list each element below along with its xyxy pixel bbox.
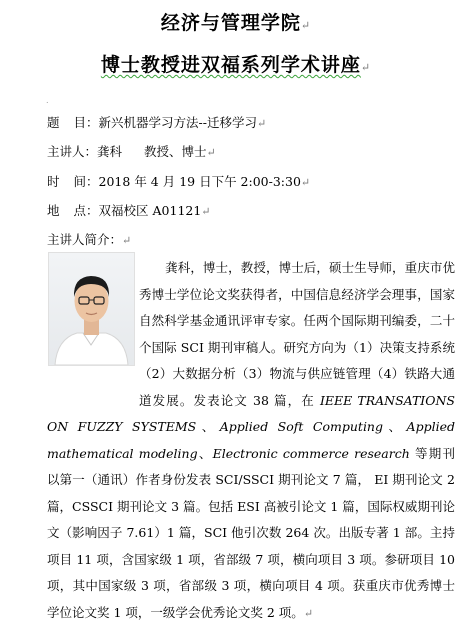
paragraph-mark-icon: ↵ (206, 146, 216, 159)
topic-value: 新兴机器学习方法--迁移学习 (98, 115, 257, 130)
empty-paragraph-marker: . (46, 96, 49, 105)
journal-ieee: IEEE TRANSATIONS ON FUZZY SYSTEMS (47, 392, 455, 434)
page-title: 经济与管理学院↵ (160, 12, 312, 34)
paragraph-mark-icon: ↵ (360, 61, 372, 74)
journal-asc: Applied Soft Computing (219, 419, 383, 434)
paragraph-mark-icon: ↵ (201, 205, 211, 218)
speaker-title: 教授、博士 (144, 144, 207, 159)
speaker-bio: 龚科，博士，教授，博士后，硕士生导师，重庆市优秀博士学位论文奖获得者，中国信息经济学会理事，国家自然科学基金通讯评审专家。任两个国际期刊编委，二十个国际 SCI 期刊审稿人。研究方向为（1）决策支持系统（2）大数据分析（3）物流与供应链管理（4）铁路大通道发展。发表论文 38 篇，在 IEEE TRANSATIONS ON FUZZY SYSTEMS、Applied Soft Computing、Applied mathematical modeling、Electronic commerce research 等期刊以第一（通讯）作者身份发表 SCI/SSCI 期刊论文 7 篇， EI 期刊论文 2 篇，CSSCI 期刊论文 3 篇。包括 ESI 高被引论文 1 篇，国际权威期刊论文（影响因子 7.61）1 篇，SCI 他引次数 264 次。出版专著 1 部。主持项目 11 项，含国家级 1 项，省部级 7 项，横向项目 3 项。参研项目 10 项，其中国家级 3 项，省部级 3 项，横向项目 4 项。获重庆市优秀博士学位论文奖 1 项，一级学会优秀论文奖 2 项。↵ (47, 260, 455, 620)
paragraph-mark-icon: ↵ (122, 234, 132, 247)
time-row: 时 间：2018 年 4 月 19 日下午 2:00-3:30↵ (47, 174, 311, 189)
place-value: 双福校区 A01121 (98, 203, 202, 218)
paragraph-mark-icon: ↵ (256, 117, 267, 130)
place-row: 地 点：双福校区 A01121↵ (47, 203, 211, 218)
paragraph-mark-icon: ↵ (300, 176, 311, 189)
speaker-row: 主讲人：龚科 教授、博士↵ (47, 144, 216, 159)
speaker-name: 龚科 (97, 144, 123, 159)
journal-ecr: Electronic commerce research (212, 445, 410, 461)
page-subtitle: 博士教授进双福系列学术讲座↵ (100, 54, 372, 76)
paragraph-mark-icon: ↵ (303, 606, 314, 620)
intro-label: 主讲人简介：↵ (47, 232, 132, 247)
journal-amm: Applied mathematical modeling (47, 419, 455, 461)
topic-row: 题 目：新兴机器学习方法--迁移学习↵ (47, 115, 267, 130)
paragraph-mark-icon: ↵ (300, 19, 312, 32)
time-value: 2018 年 4 月 19 日下午 2:00-3:30 (98, 174, 301, 189)
